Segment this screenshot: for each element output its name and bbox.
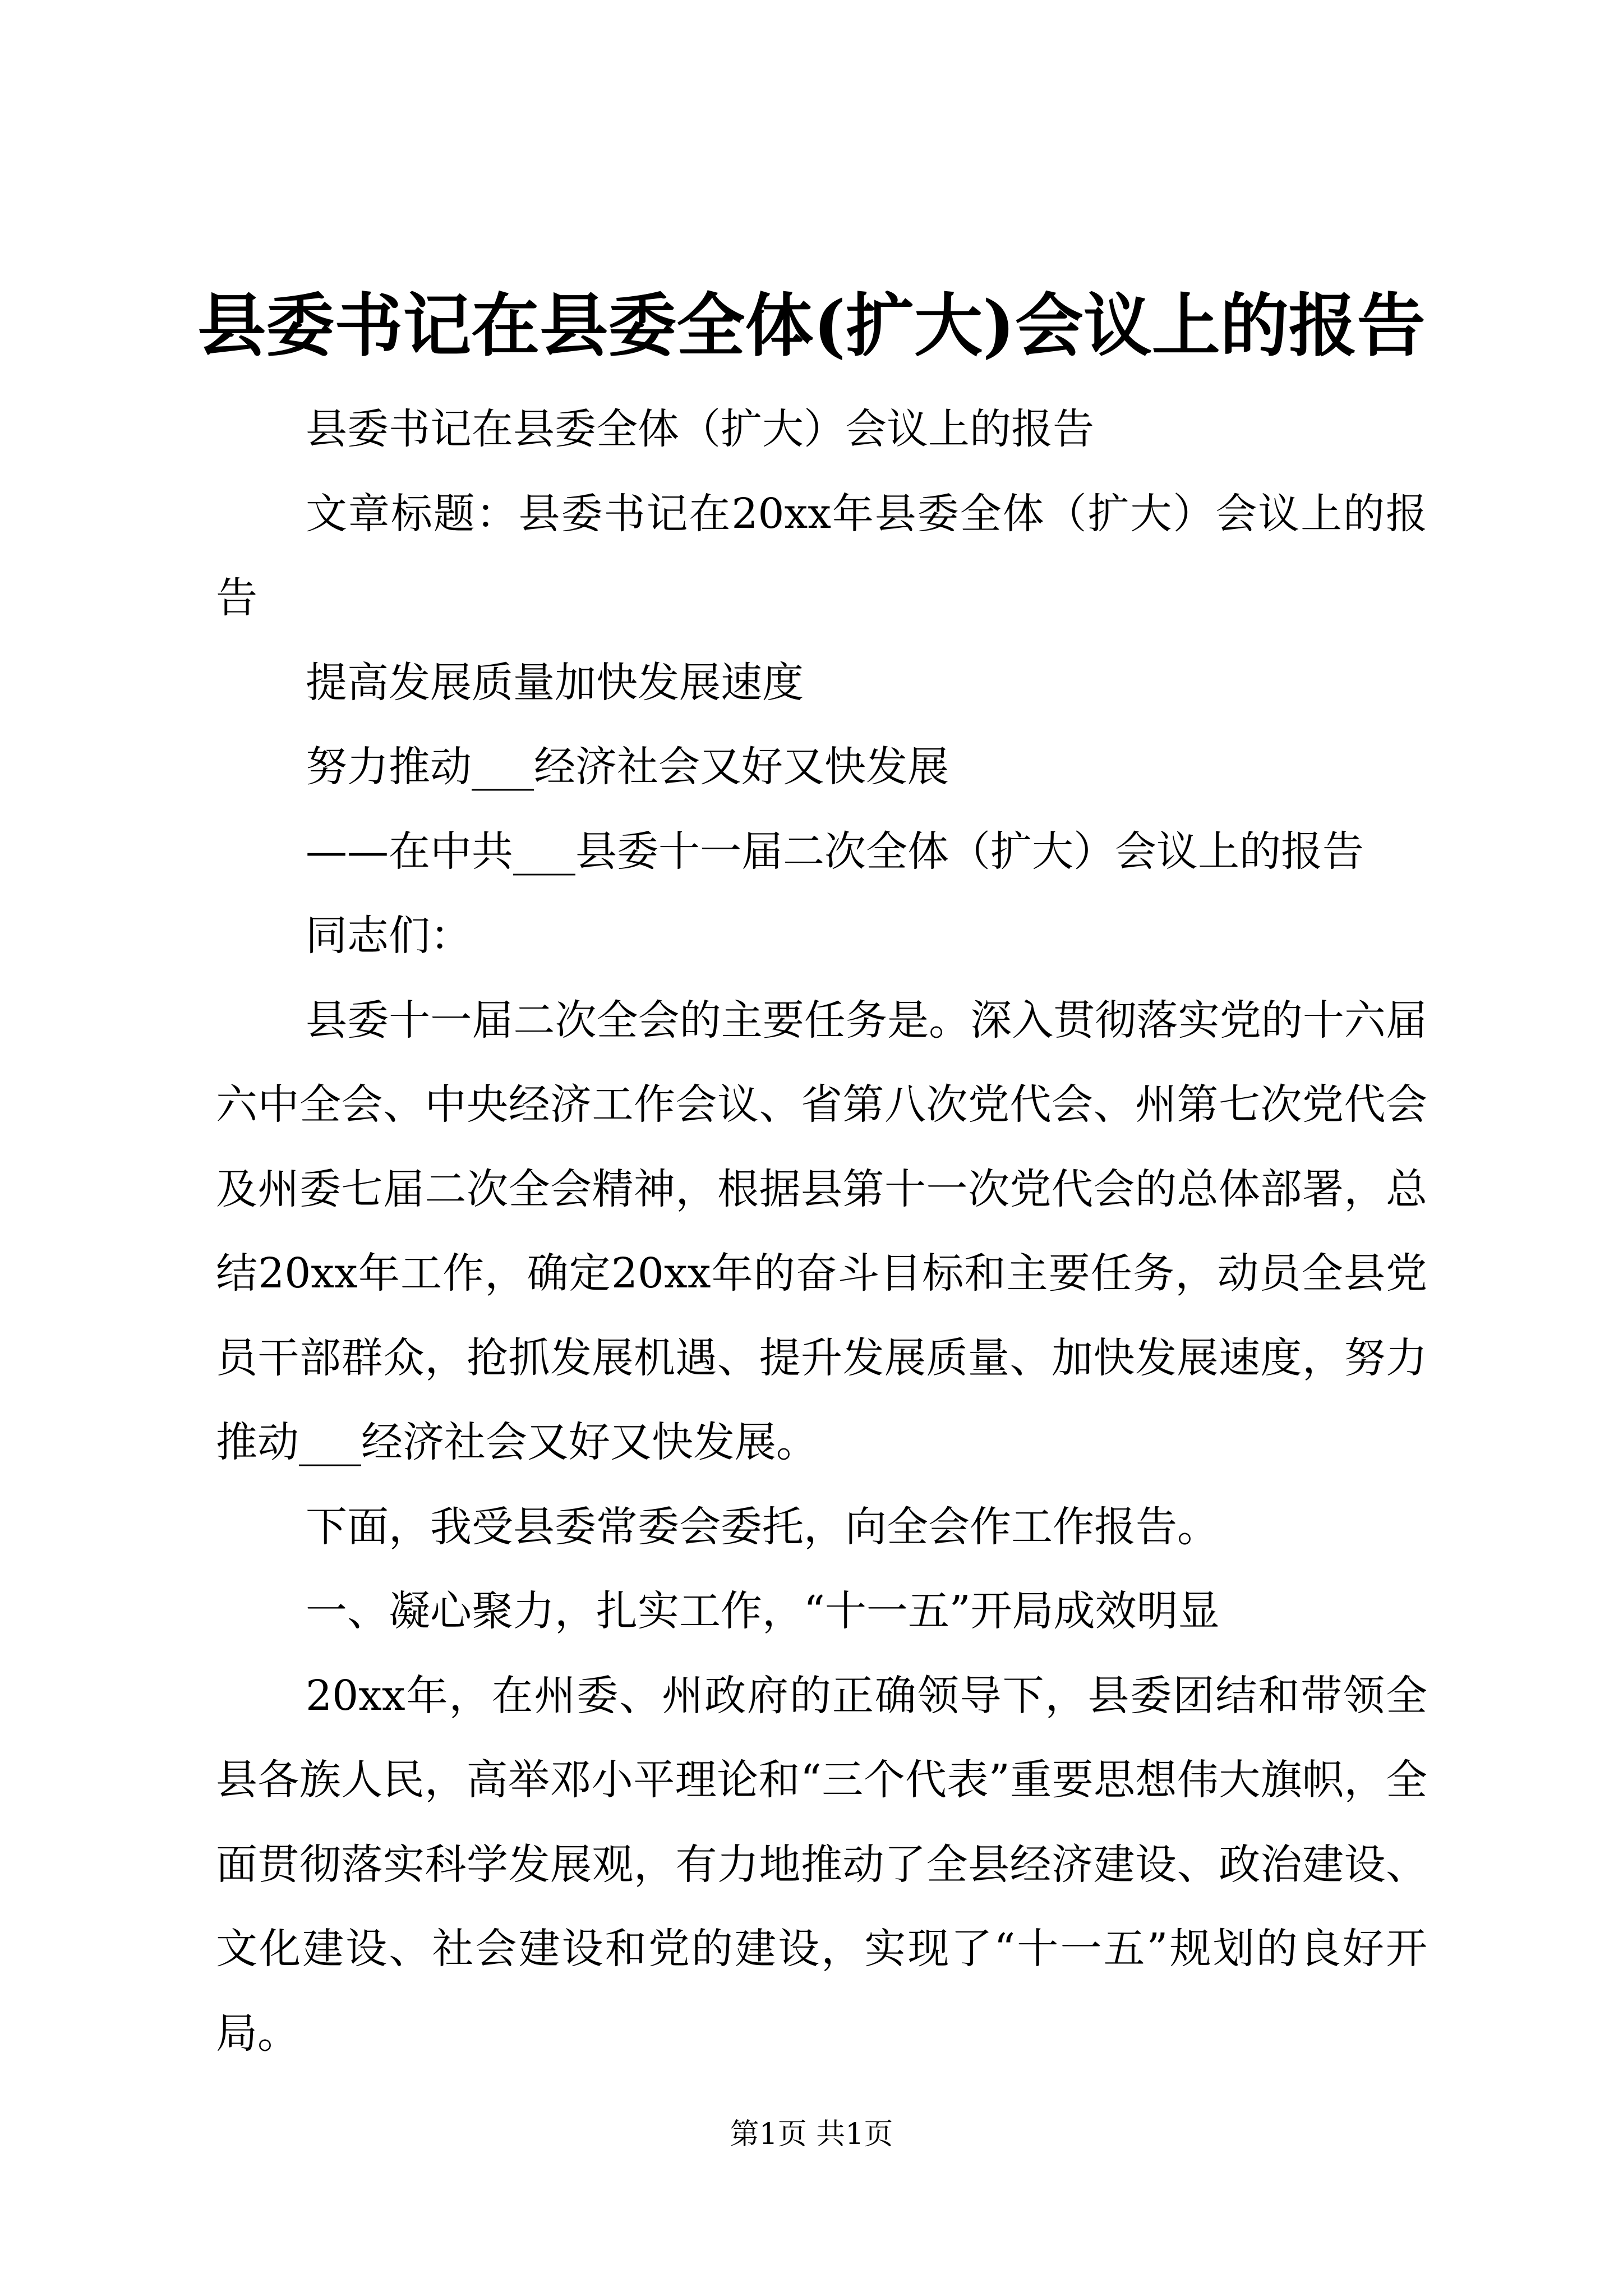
paragraph-heading-1: 提高发展质量加快发展速度 (306, 658, 804, 707)
document-body (216, 387, 1427, 2076)
page-footer: 第1页 共1页 (730, 2118, 893, 2151)
paragraph-article-title: 文章标题：县委书记在20xx年县委全体（扩大）会议上的报告 (216, 489, 1427, 622)
paragraph-intro: 下面，我受县委常委会委托，向全会作工作报告。 (306, 1502, 1219, 1551)
paragraph-main-task: 县委十一届二次全会的主要任务是。深入贯彻落实党的十六届六中全会、中央经济工作会议、省第八次党代会、州第七次党代会及州委七届二次全会精神，根据县第十一次党代会的总体部署，总结20xx年工作，确定20xx年的奋斗目标和主要任务，动员全县党员干部群众，抢抓发展机遇、提升发展质量、加快发展速度，努力推动___经济社会又好又快发展。 (216, 996, 1427, 1466)
paragraph-report-source: ——在中共___县委十一届二次全体（扩大）会议上的报告 (306, 827, 1364, 876)
document-title: 县委书记在县委全体(扩大)会议上的报告 (197, 285, 1426, 366)
paragraph-subtitle: 县委书记在县委全体（扩大）会议上的报告 (306, 405, 1094, 453)
paragraph-salutation: 同志们： (306, 912, 472, 960)
paragraph-section-heading: 一、凝心聚力，扎实工作，“十一五”开局成效明显 (306, 1587, 1220, 1635)
paragraph-heading-2: 努力推动___经济社会又好又快发展 (306, 743, 949, 791)
paragraph-review: 20xx年，在州委、州政府的正确领导下，县委团结和带领全县各族人民，高举邓小平理论和“三个代表”重要思想伟大旗帜，全面贯彻落实科学发展观，有力地推动了全县经济建设、政治建设、文化建设、社会建设和党的建设，实现了“十一五”规划的良好开局。 (216, 1671, 1427, 2058)
